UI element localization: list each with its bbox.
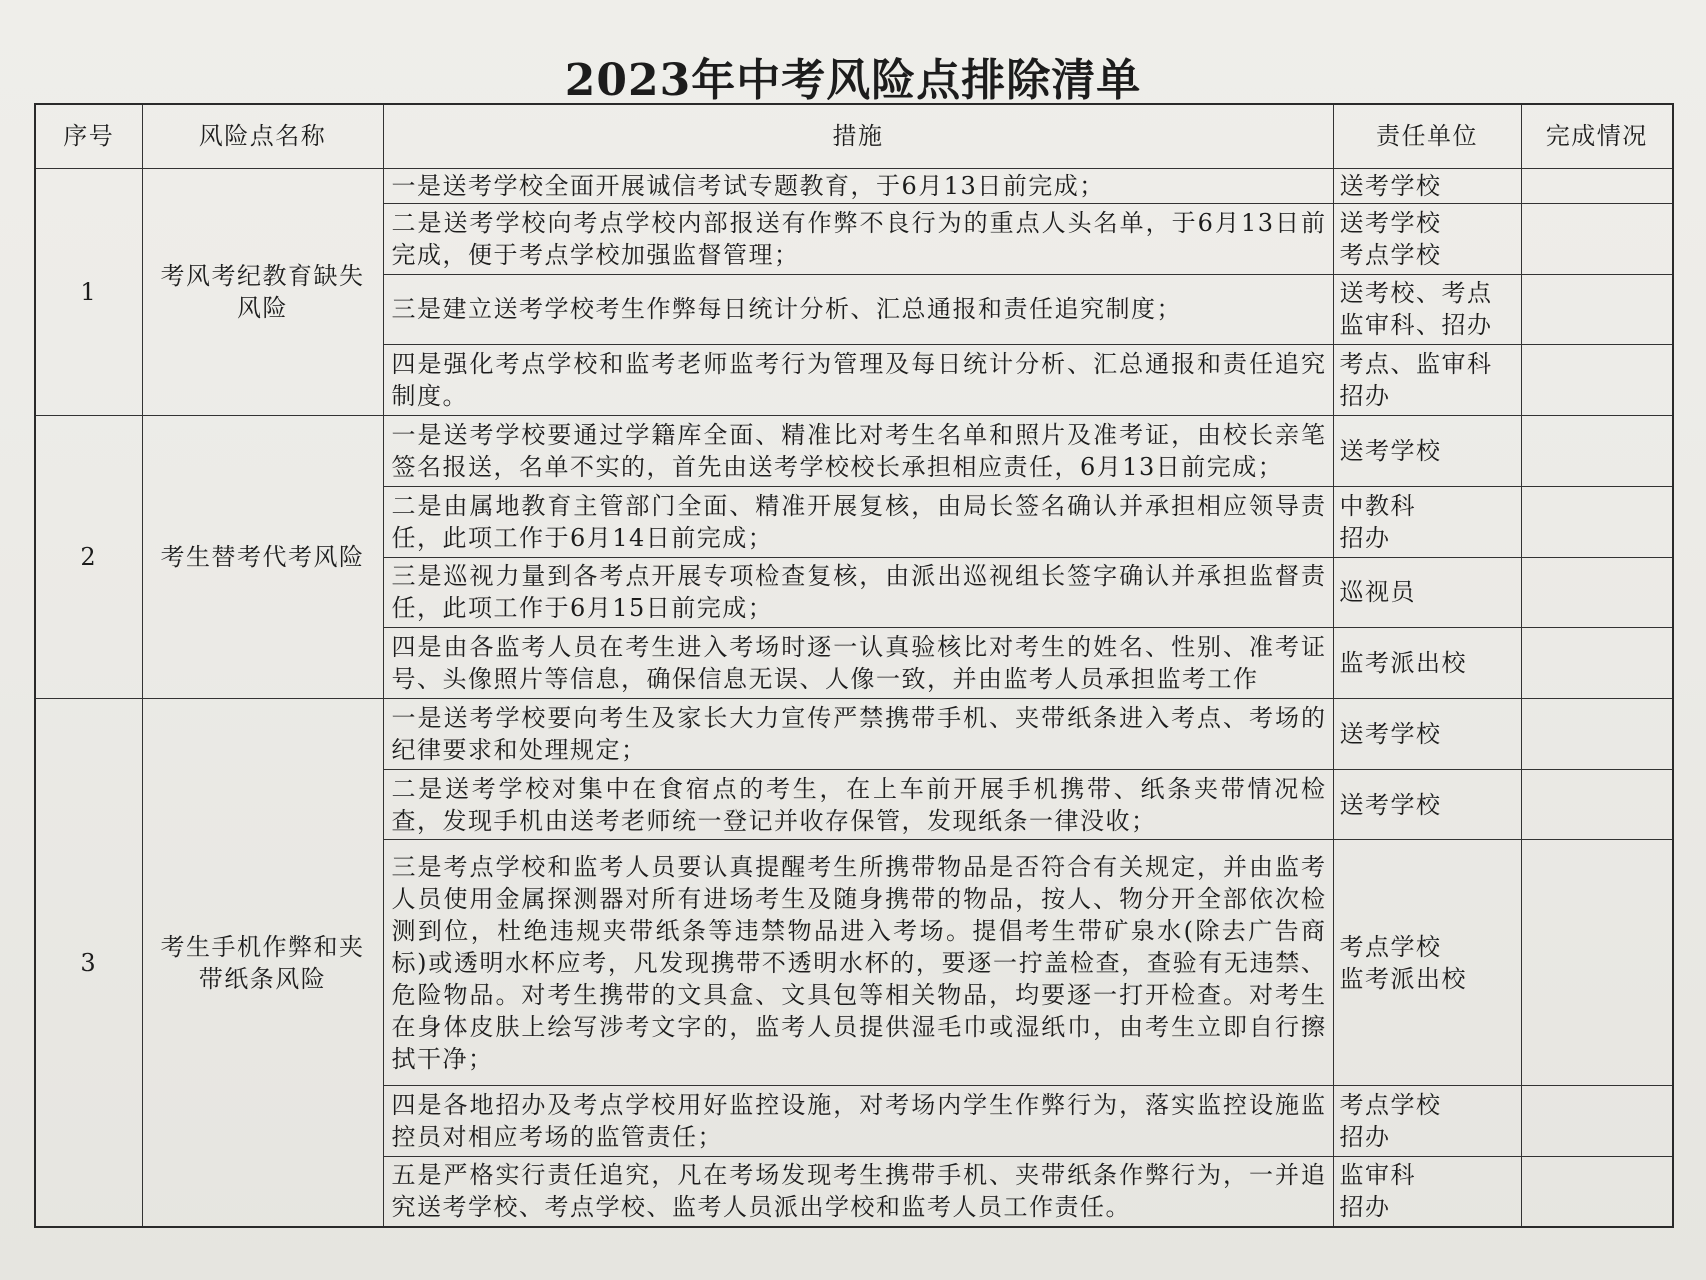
header-responsible-unit: 责任单位 — [1333, 104, 1521, 168]
status-cell — [1521, 557, 1673, 628]
measure-cell: 一是送考学校全面开展诚信考试专题教育，于6月13日前完成； — [383, 168, 1333, 203]
risk-checklist-table — [34, 103, 1674, 1228]
header-no: 序号 — [35, 104, 142, 168]
table-row — [35, 699, 1673, 770]
measure-cell: 二是送考学校对集中在食宿点的考生，在上车前开展手机携带、纸条夹带情况检查，发现手机由送考老师统一登记并收存保管，发现纸条一律没收； — [383, 769, 1333, 840]
status-cell — [1521, 769, 1673, 840]
measure-cell: 四是各地招办及考点学校用好监控设施，对考场内学生作弊行为，落实监控设施监控员对相应考场的监管责任； — [383, 1085, 1333, 1156]
measure-cell: 三是巡视力量到各考点开展专项检查复核，由派出巡视组长签字确认并承担监督责任，此项工作于6月15日前完成； — [383, 557, 1333, 628]
table-row — [35, 416, 1673, 487]
row-number: 1 — [35, 168, 142, 416]
unit-cell: 送考学校 — [1333, 769, 1521, 840]
page-title: 2023年中考风险点排除清单 — [564, 55, 1142, 106]
measure-cell: 三是建立送考学校考生作弊每日统计分析、汇总通报和责任追究制度； — [383, 274, 1333, 345]
measure-cell: 二是由属地教育主管部门全面、精准开展复核，由局长签名确认并承担相应领导责任，此项工作于6月14日前完成； — [383, 486, 1333, 557]
risk-name: 考风考纪教育缺失风险 — [142, 168, 383, 416]
table-row — [35, 168, 1673, 203]
header-risk-name: 风险点名称 — [142, 104, 383, 168]
measure-cell: 一是送考学校要向考生及家长大力宣传严禁携带手机、夹带纸条进入考点、考场的纪律要求和处理规定； — [383, 699, 1333, 770]
unit-cell: 送考校、考点 监审科、招办 — [1333, 274, 1521, 345]
status-cell — [1521, 274, 1673, 345]
risk-name: 考生手机作弊和夹带纸条风险 — [142, 699, 383, 1228]
unit-cell: 考点学校 监考派出校 — [1333, 840, 1521, 1086]
unit-cell: 中教科 招办 — [1333, 486, 1521, 557]
unit-cell: 送考学校 — [1333, 416, 1521, 487]
measure-cell: 二是送考学校向考点学校内部报送有作弊不良行为的重点人头名单，于6月13日前完成，便于考点学校加强监督管理； — [383, 203, 1333, 274]
measure-cell: 四是由各监考人员在考生进入考场时逐一认真验核比对考生的姓名、性别、准考证号、头像照片等信息，确保信息无误、人像一致，并由监考人员承担监考工作 — [383, 628, 1333, 699]
unit-cell: 考点、监审科 招办 — [1333, 345, 1521, 416]
status-cell — [1521, 1156, 1673, 1227]
row-number: 2 — [35, 416, 142, 699]
status-cell — [1521, 203, 1673, 274]
unit-cell: 巡视员 — [1333, 557, 1521, 628]
header-row — [35, 104, 1673, 168]
status-cell — [1521, 699, 1673, 770]
measure-cell: 一是送考学校要通过学籍库全面、精准比对考生名单和照片及准考证，由校长亲笔签名报送，名单不实的，首先由送考学校校长承担相应责任，6月13日前完成； — [383, 416, 1333, 487]
measure-cell: 五是严格实行责任追究，凡在考场发现考生携带手机、夹带纸条作弊行为，一并追究送考学校、考点学校、监考人员派出学校和监考人员工作责任。 — [383, 1156, 1333, 1227]
header-completion-status: 完成情况 — [1521, 104, 1673, 168]
status-cell — [1521, 840, 1673, 1086]
unit-cell: 送考学校 考点学校 — [1333, 203, 1521, 274]
status-cell — [1521, 628, 1673, 699]
measure-cell: 三是考点学校和监考人员要认真提醒考生所携带物品是否符合有关规定，并由监考人员使用金属探测器对所有进场考生及随身携带的物品，按人、物分开全部依次检测到位，杜绝违规夹带纸条等违禁物品进入考场。提倡考生带矿泉水(除去广告商标)或透明水杯应考，凡发现携带不透明水杯的，要逐一拧盖检查，查验有无违禁、危险物品。对考生携带的文具盒、文具包等相关物品，均要逐一打开检查。对考生在身体皮肤上绘写涉考文字的，监考人员提供湿毛巾或湿纸巾，由考生立即自行擦拭干净； — [383, 840, 1333, 1086]
risk-name: 考生替考代考风险 — [142, 416, 383, 699]
header-measure: 措施 — [383, 104, 1333, 168]
unit-cell: 送考学校 — [1333, 699, 1521, 770]
status-cell — [1521, 416, 1673, 487]
row-number: 3 — [35, 699, 142, 1228]
unit-cell: 考点学校 招办 — [1333, 1085, 1521, 1156]
status-cell — [1521, 168, 1673, 203]
measure-cell: 四是强化考点学校和监考老师监考行为管理及每日统计分析、汇总通报和责任追究制度。 — [383, 345, 1333, 416]
status-cell — [1521, 486, 1673, 557]
unit-cell: 监考派出校 — [1333, 628, 1521, 699]
status-cell — [1521, 1085, 1673, 1156]
unit-cell: 送考学校 — [1333, 168, 1521, 203]
status-cell — [1521, 345, 1673, 416]
unit-cell: 监审科 招办 — [1333, 1156, 1521, 1227]
